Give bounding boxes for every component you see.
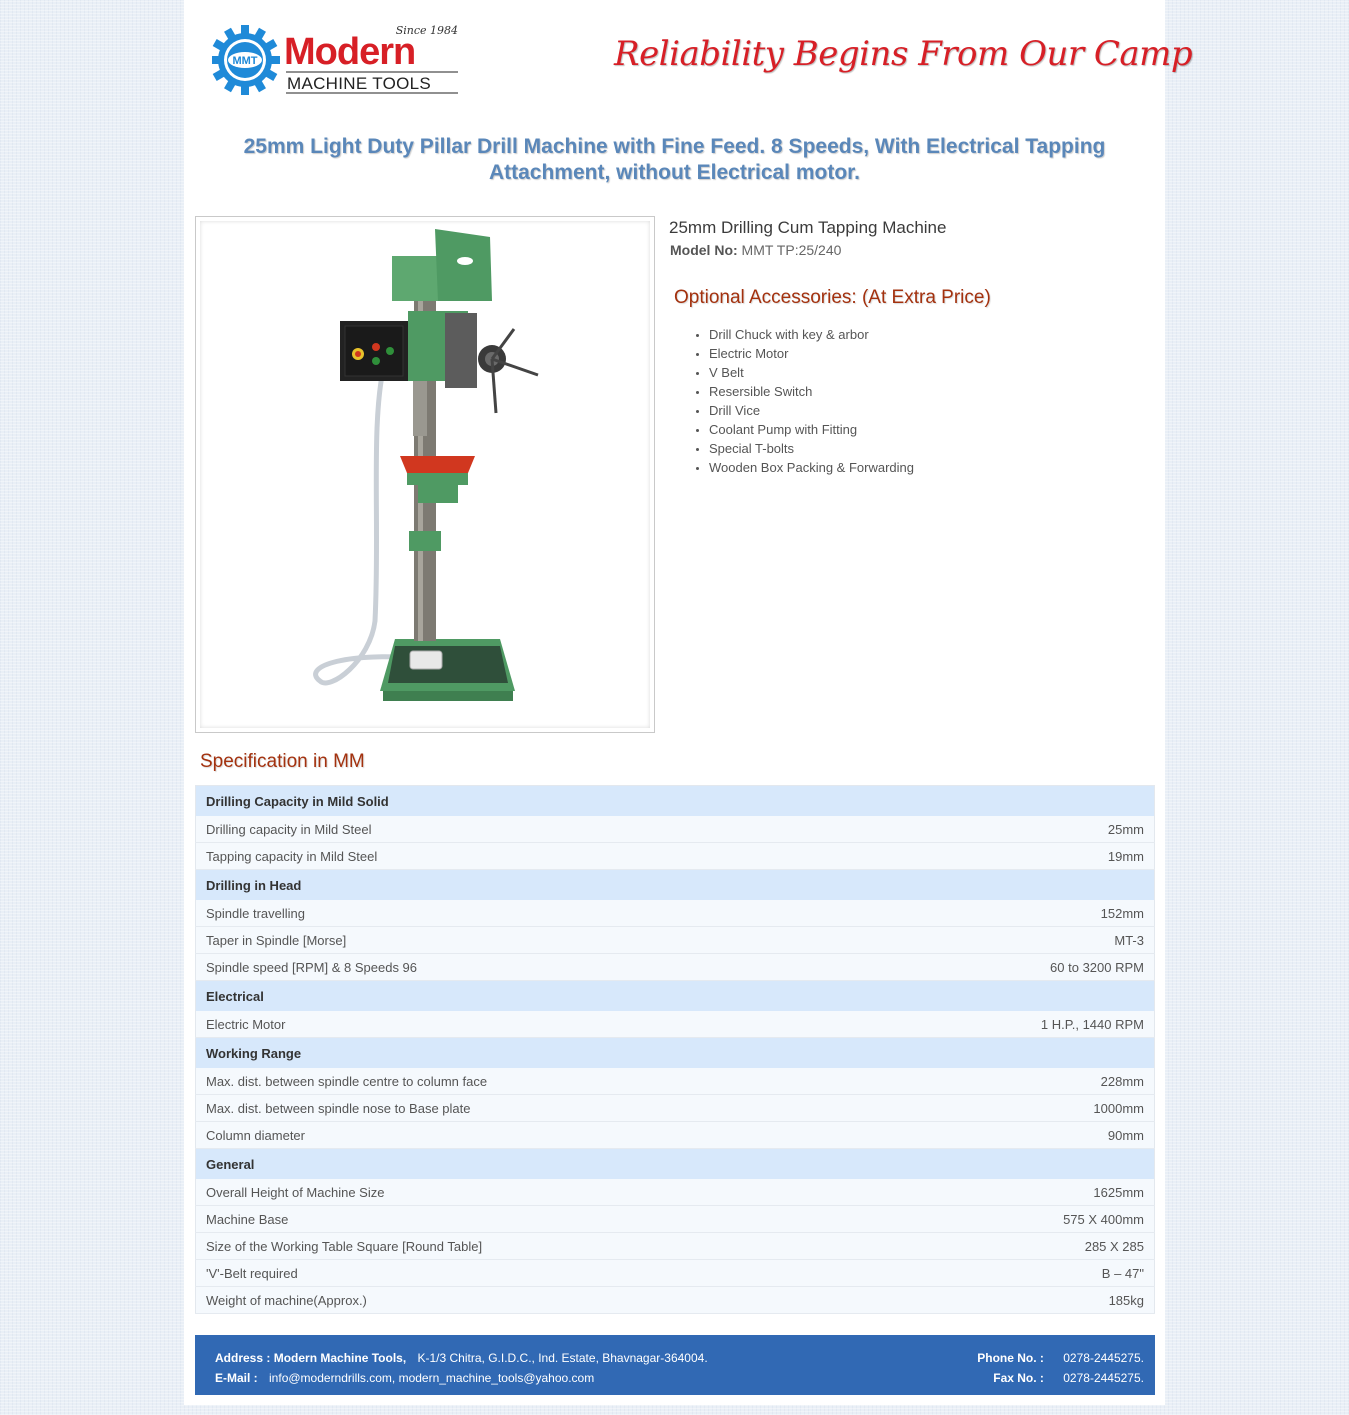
spec-value: 228mm xyxy=(876,1068,1155,1095)
spec-value: 285 X 285 xyxy=(876,1233,1155,1260)
email-link[interactable]: info@moderndrills.com, modern_machine_tools@yahoo.com xyxy=(269,1371,595,1385)
spec-value: 1625mm xyxy=(876,1179,1155,1206)
spec-value: 152mm xyxy=(876,900,1155,927)
list-item: • V Belt xyxy=(709,363,1149,382)
accessories-title: Optional Accessories: (At Extra Price) xyxy=(674,287,991,308)
list-item: • Electric Motor xyxy=(709,344,1149,363)
list-item: • Coolant Pump with Fitting xyxy=(709,420,1149,439)
spec-label: Column diameter xyxy=(196,1122,876,1149)
drill-machine-image xyxy=(200,221,648,726)
spec-value: 185kg xyxy=(876,1287,1155,1314)
spec-label: Spindle speed [RPM] & 8 Speeds 96 xyxy=(196,954,876,981)
spec-value: 25mm xyxy=(876,816,1155,843)
table-row xyxy=(196,1095,1155,1122)
spec-label: Taper in Spindle [Morse] xyxy=(196,927,876,954)
spec-label: Max. dist. between spindle centre to column face xyxy=(196,1068,876,1095)
spec-value: MT-3 xyxy=(876,927,1155,954)
spec-label: Drilling capacity in Mild Steel xyxy=(196,816,876,843)
spec-value: 575 X 400mm xyxy=(876,1206,1155,1233)
spec-table xyxy=(195,785,1155,1314)
page-container xyxy=(184,0,1193,1405)
table-row xyxy=(196,1122,1155,1149)
footer-phone xyxy=(977,1348,1144,1388)
spec-value: B – 47" xyxy=(876,1260,1155,1287)
spec-value: 1 H.P., 1440 RPM xyxy=(876,1011,1155,1038)
spec-label: Overall Height of Machine Size xyxy=(196,1179,876,1206)
phone-value: 0278-2445275. xyxy=(1063,1351,1144,1365)
list-item: • Drill Chuck with key & arbor xyxy=(709,325,1149,344)
model-label: Model No: xyxy=(670,242,738,258)
table-row xyxy=(196,954,1155,981)
list-item: • Drill Vice xyxy=(709,401,1149,420)
tagline: Reliability Begins From Our Camp xyxy=(614,34,1193,74)
spec-value: 60 to 3200 RPM xyxy=(876,954,1155,981)
spec-group-header xyxy=(196,870,1155,901)
table-row xyxy=(196,927,1155,954)
list-item: • Resersible Switch xyxy=(709,382,1149,401)
spec-value: 1000mm xyxy=(876,1095,1155,1122)
spec-group-header xyxy=(196,786,1155,817)
product-name: 25mm Drilling Cum Tapping Machine xyxy=(669,218,947,237)
spec-group-header xyxy=(196,1149,1155,1180)
table-row xyxy=(196,1233,1155,1260)
company-logo[interactable] xyxy=(212,22,462,96)
spec-group-header xyxy=(196,1038,1155,1069)
spec-label: Electric Motor xyxy=(196,1011,876,1038)
spec-label: Spindle travelling xyxy=(196,900,876,927)
email-label: E-Mail : xyxy=(215,1371,258,1385)
model-number xyxy=(670,242,1149,258)
group-heading: Drilling in Head xyxy=(196,870,1155,901)
product-image-frame xyxy=(195,216,655,733)
fax-value: 0278-2445275. xyxy=(1063,1371,1144,1385)
table-row xyxy=(196,1287,1155,1314)
svg-text:Since 1984: Since 1984 xyxy=(395,24,458,37)
footer xyxy=(195,1335,1155,1395)
svg-text:MACHINE TOOLS: MACHINE TOOLS xyxy=(287,74,432,93)
group-heading: Drilling Capacity in Mild Solid xyxy=(196,786,1155,817)
spec-value: 19mm xyxy=(876,843,1155,870)
table-row xyxy=(196,1068,1155,1095)
page-title: 25mm Light Duty Pillar Drill Machine with Fine Feed. 8 Speeds, With Electrical Tapping Attachment, without Electrical motor. xyxy=(243,135,1106,184)
group-heading: Electrical xyxy=(196,981,1155,1012)
spec-label: Size of the Working Table Square [Round Table] xyxy=(196,1233,876,1260)
table-row xyxy=(196,1179,1155,1206)
spec-value: 90mm xyxy=(876,1122,1155,1149)
group-heading: Working Range xyxy=(196,1038,1155,1069)
gear-logo-icon xyxy=(212,22,462,96)
spec-label: 'V'-Belt required xyxy=(196,1260,876,1287)
table-row xyxy=(196,1206,1155,1233)
spec-label: Tapping capacity in Mild Steel xyxy=(196,843,876,870)
list-item: • Special T-bolts xyxy=(709,439,1149,458)
table-row xyxy=(196,1011,1155,1038)
address-label: Address : xyxy=(215,1351,271,1365)
address-text: K-1/3 Chitra, G.I.D.C., Ind. Estate, Bhavnagar-364004. xyxy=(417,1351,708,1365)
spec-label: Max. dist. between spindle nose to Base plate xyxy=(196,1095,876,1122)
group-heading: General xyxy=(196,1149,1155,1180)
accessories-list xyxy=(669,325,1149,477)
model-value: MMT TP:25/240 xyxy=(741,242,842,258)
list-item: • Wooden Box Packing & Forwarding xyxy=(709,458,1149,477)
table-row xyxy=(196,1260,1155,1287)
table-row xyxy=(196,843,1155,870)
footer-contact xyxy=(215,1348,708,1388)
spec-label: Machine Base xyxy=(196,1206,876,1233)
spec-title: Specification in MM xyxy=(200,751,365,772)
table-row xyxy=(196,816,1155,843)
spec-label: Weight of machine(Approx.) xyxy=(196,1287,876,1314)
product-info xyxy=(669,218,1149,477)
address-company: Modern Machine Tools, xyxy=(273,1351,407,1365)
phone-label: Phone No. : xyxy=(977,1351,1044,1365)
fax-label: Fax No. : xyxy=(993,1371,1044,1385)
spec-group-header xyxy=(196,981,1155,1012)
table-row xyxy=(196,900,1155,927)
svg-text:Modern: Modern xyxy=(284,31,416,73)
svg-text:MMT: MMT xyxy=(232,55,258,67)
